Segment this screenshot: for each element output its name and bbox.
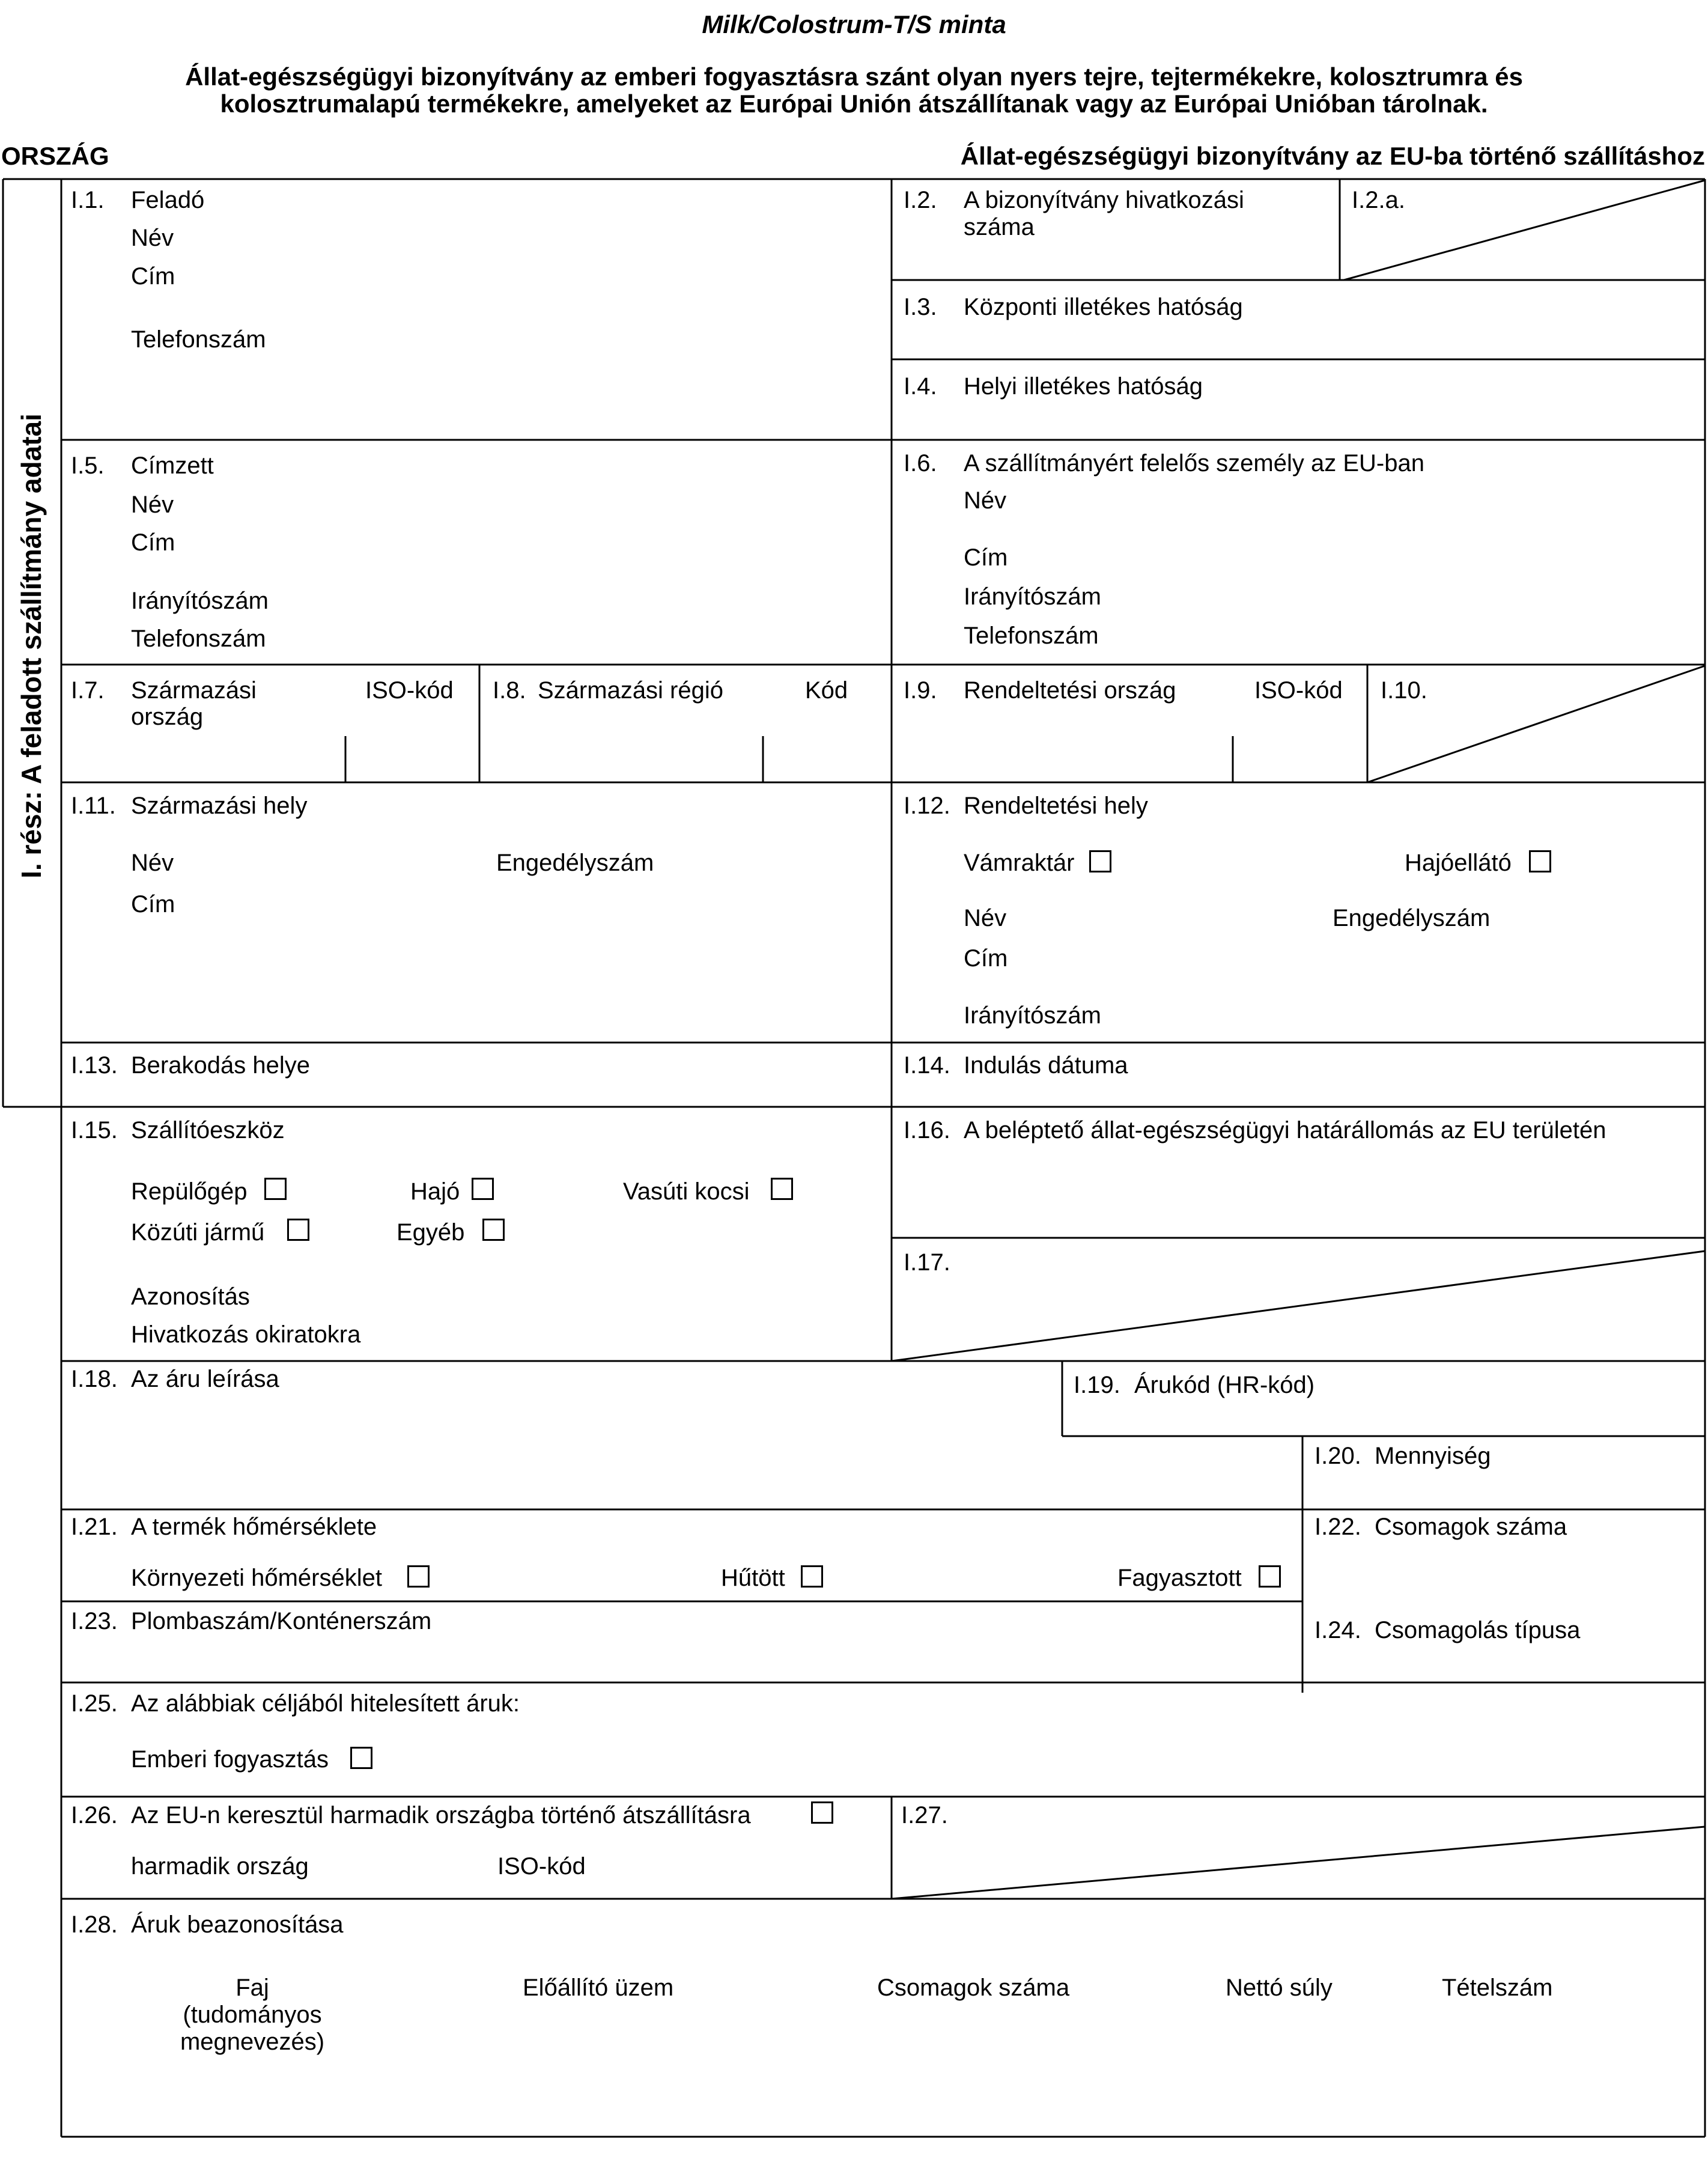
- field-i22-number: I.22.: [1314, 1514, 1361, 1540]
- field-i26-third-country-label: harmadik ország: [131, 1853, 309, 1880]
- field-i11-number: I.11.: [71, 793, 116, 819]
- field-i15-title: Szállítóeszköz: [131, 1117, 285, 1143]
- column-number-of-packages: Csomagok száma: [877, 1975, 1070, 2001]
- field-i23-title: Plombaszám/Konténerszám: [131, 1608, 432, 1634]
- field-i13-number: I.13.: [71, 1052, 118, 1079]
- field-i1-number: I.1.: [71, 187, 105, 213]
- field-i2-number: I.2.: [904, 187, 937, 213]
- temperature-frozen-label: Fagyasztott: [1117, 1565, 1242, 1591]
- field-i11-name-label: Név: [131, 850, 174, 876]
- field-i6-title: A szállítmányért felelős személy az EU-ban: [964, 450, 1424, 477]
- field-i12-number: I.12.: [904, 793, 950, 819]
- field-i8-code-label: Kód: [805, 677, 848, 704]
- field-i1-phone-label: Telefonszám: [131, 326, 266, 353]
- field-i5-phone-label: Telefonszám: [131, 626, 266, 652]
- field-i6-postcode-label: Irányítószám: [964, 583, 1101, 610]
- field-i7-title-line2: ország: [131, 704, 204, 730]
- ship-supplier-checkbox[interactable]: [1529, 850, 1551, 872]
- column-lot-number: Tételszám: [1442, 1975, 1553, 2001]
- field-i26-number: I.26.: [71, 1802, 118, 1828]
- field-i21-title: A termék hőmérséklete: [131, 1514, 377, 1540]
- field-i7-iso-label: ISO-kód: [365, 677, 454, 704]
- field-i17-number: I.17.: [904, 1249, 950, 1276]
- field-i18-title: Az áru leírása: [131, 1366, 279, 1392]
- field-i19-number: I.19.: [1074, 1372, 1120, 1398]
- form-title-line2: kolosztrumalapú termékekre, amelyeket az Európai Unión átszállítanak vagy az Európai Unióban tárolnak.: [220, 90, 1488, 118]
- temperature-chilled-label: Hűtött: [721, 1565, 785, 1591]
- field-i22-title: Csomagok száma: [1375, 1514, 1567, 1540]
- column-species-line2: (tudományos: [183, 2002, 322, 2028]
- field-i24-title: Csomagolás típusa: [1375, 1617, 1581, 1643]
- transit-third-country-checkbox[interactable]: [811, 1801, 833, 1824]
- field-i5-postcode-label: Irányítószám: [131, 588, 269, 614]
- field-i9-number: I.9.: [904, 677, 937, 704]
- field-i14-number: I.14.: [904, 1052, 950, 1079]
- field-i16-title: A beléptető állat-egészségügyi határállomás az EU területén: [964, 1117, 1606, 1143]
- customs-warehouse-checkbox[interactable]: [1089, 850, 1111, 872]
- column-species-line1: Faj: [236, 1975, 269, 2001]
- country-label: ORSZÁG: [1, 142, 109, 170]
- field-i5-name-label: Név: [131, 492, 174, 518]
- temperature-frozen-checkbox[interactable]: [1259, 1565, 1281, 1588]
- field-i11-address-label: Cím: [131, 891, 175, 918]
- field-i12-title: Rendeltetési hely: [964, 793, 1148, 819]
- field-i12-customs-label: Vámraktár: [964, 850, 1075, 876]
- human-consumption-checkbox[interactable]: [350, 1747, 372, 1769]
- column-producer-plant: Előállító üzem: [523, 1975, 674, 2001]
- field-i20-title: Mennyiség: [1375, 1443, 1491, 1469]
- field-i12-postcode-label: Irányítószám: [964, 1002, 1101, 1029]
- field-i26-title: Az EU-n keresztül harmadik országba történő átszállításra: [131, 1802, 751, 1828]
- transport-ship-label: Hajó: [410, 1178, 460, 1205]
- field-i28-title: Áruk beazonosítása: [131, 1911, 344, 1938]
- field-i11-approval-label: Engedélyszám: [496, 850, 654, 876]
- transport-plane-label: Repülőgép: [131, 1178, 248, 1205]
- column-species-line3: megnevezés): [180, 2029, 325, 2055]
- field-i7-number: I.7.: [71, 677, 105, 704]
- field-i6-address-label: Cím: [964, 544, 1008, 571]
- field-i20-number: I.20.: [1314, 1443, 1361, 1469]
- temperature-ambient-label: Környezeti hőmérséklet: [131, 1565, 382, 1591]
- field-i1-name-label: Név: [131, 225, 174, 251]
- field-i4-title: Helyi illetékes hatóság: [964, 373, 1203, 400]
- transport-road-checkbox[interactable]: [287, 1219, 309, 1241]
- field-i25-number: I.25.: [71, 1690, 118, 1717]
- field-i12-ship-supplier-label: Hajóellátó: [1405, 850, 1512, 876]
- field-i12-address-label: Cím: [964, 945, 1008, 972]
- field-i25-title: Az alábbiak céljából hitelesített áruk:: [131, 1690, 520, 1717]
- field-i2-title-line1: A bizonyítvány hivatkozási: [964, 187, 1244, 213]
- field-i6-phone-label: Telefonszám: [964, 623, 1099, 649]
- part-one-side-label: I. rész: A feladott szállítmány adatai: [16, 413, 47, 878]
- field-i18-number: I.18.: [71, 1366, 118, 1392]
- field-i12-approval-label: Engedélyszám: [1333, 905, 1491, 931]
- transport-rail-checkbox[interactable]: [771, 1178, 793, 1200]
- field-i15-number: I.15.: [71, 1117, 118, 1143]
- field-i3-title: Központi illetékes hatóság: [964, 294, 1243, 320]
- field-i21-number: I.21.: [71, 1514, 118, 1540]
- field-i6-number: I.6.: [904, 450, 937, 477]
- transport-plane-checkbox[interactable]: [264, 1178, 287, 1200]
- field-i2-title-line2: száma: [964, 214, 1035, 240]
- field-i4-number: I.4.: [904, 373, 937, 400]
- field-i1-address-label: Cím: [131, 263, 175, 290]
- field-i2a-number: I.2.a.: [1352, 187, 1405, 213]
- field-i6-name-label: Név: [964, 487, 1007, 514]
- field-i16-number: I.16.: [904, 1117, 950, 1143]
- transport-other-label: Egyéb: [397, 1219, 465, 1246]
- transport-other-checkbox[interactable]: [482, 1219, 505, 1241]
- column-net-weight: Nettó súly: [1226, 1975, 1333, 2001]
- field-i19-title: Árukód (HR-kód): [1134, 1372, 1315, 1398]
- certificate-for-eu-label: Állat-egészségügyi bizonyítvány az EU-ba történő szállításhoz: [960, 142, 1705, 170]
- field-i9-iso-label: ISO-kód: [1254, 677, 1343, 704]
- field-i9-title: Rendeltetési ország: [964, 677, 1176, 704]
- field-i28-number: I.28.: [71, 1911, 118, 1938]
- field-i7-title-line1: Származási: [131, 677, 257, 704]
- field-i5-number: I.5.: [71, 452, 105, 479]
- field-i5-title: Címzett: [131, 452, 214, 479]
- temperature-ambient-checkbox[interactable]: [407, 1565, 430, 1588]
- temperature-chilled-checkbox[interactable]: [801, 1565, 823, 1588]
- field-i26-iso-label: ISO-kód: [497, 1853, 586, 1880]
- field-i27-number: I.27.: [901, 1802, 948, 1828]
- field-i3-number: I.3.: [904, 294, 937, 320]
- field-i23-number: I.23.: [71, 1608, 118, 1634]
- field-i12-name-label: Név: [964, 905, 1007, 931]
- field-i11-title: Származási hely: [131, 793, 308, 819]
- transport-rail-label: Vasúti kocsi: [623, 1178, 750, 1205]
- transport-road-label: Közúti jármű: [131, 1219, 265, 1246]
- field-i24-number: I.24.: [1314, 1617, 1361, 1643]
- field-i15-docref-label: Hivatkozás okiratokra: [131, 1321, 361, 1348]
- field-i8-number: I.8.: [493, 677, 526, 704]
- field-i8-title: Származási régió: [538, 677, 724, 704]
- field-i15-identification-label: Azonosítás: [131, 1283, 250, 1310]
- field-i13-title: Berakodás helye: [131, 1052, 310, 1079]
- field-i5-address-label: Cím: [131, 529, 175, 556]
- transport-ship-checkbox[interactable]: [472, 1178, 494, 1200]
- field-i1-title: Feladó: [131, 187, 205, 213]
- form-subtitle: Milk/Colostrum-T/S minta: [702, 10, 1006, 38]
- field-i10-number: I.10.: [1381, 677, 1427, 704]
- field-i14-title: Indulás dátuma: [964, 1052, 1128, 1079]
- form-title-line1: Állat-egészségügyi bizonyítvány az emberi fogyasztásra szánt olyan nyers tejre, tejtermékekre, kolosztrumra és: [185, 62, 1523, 91]
- human-consumption-label: Emberi fogyasztás: [131, 1746, 329, 1773]
